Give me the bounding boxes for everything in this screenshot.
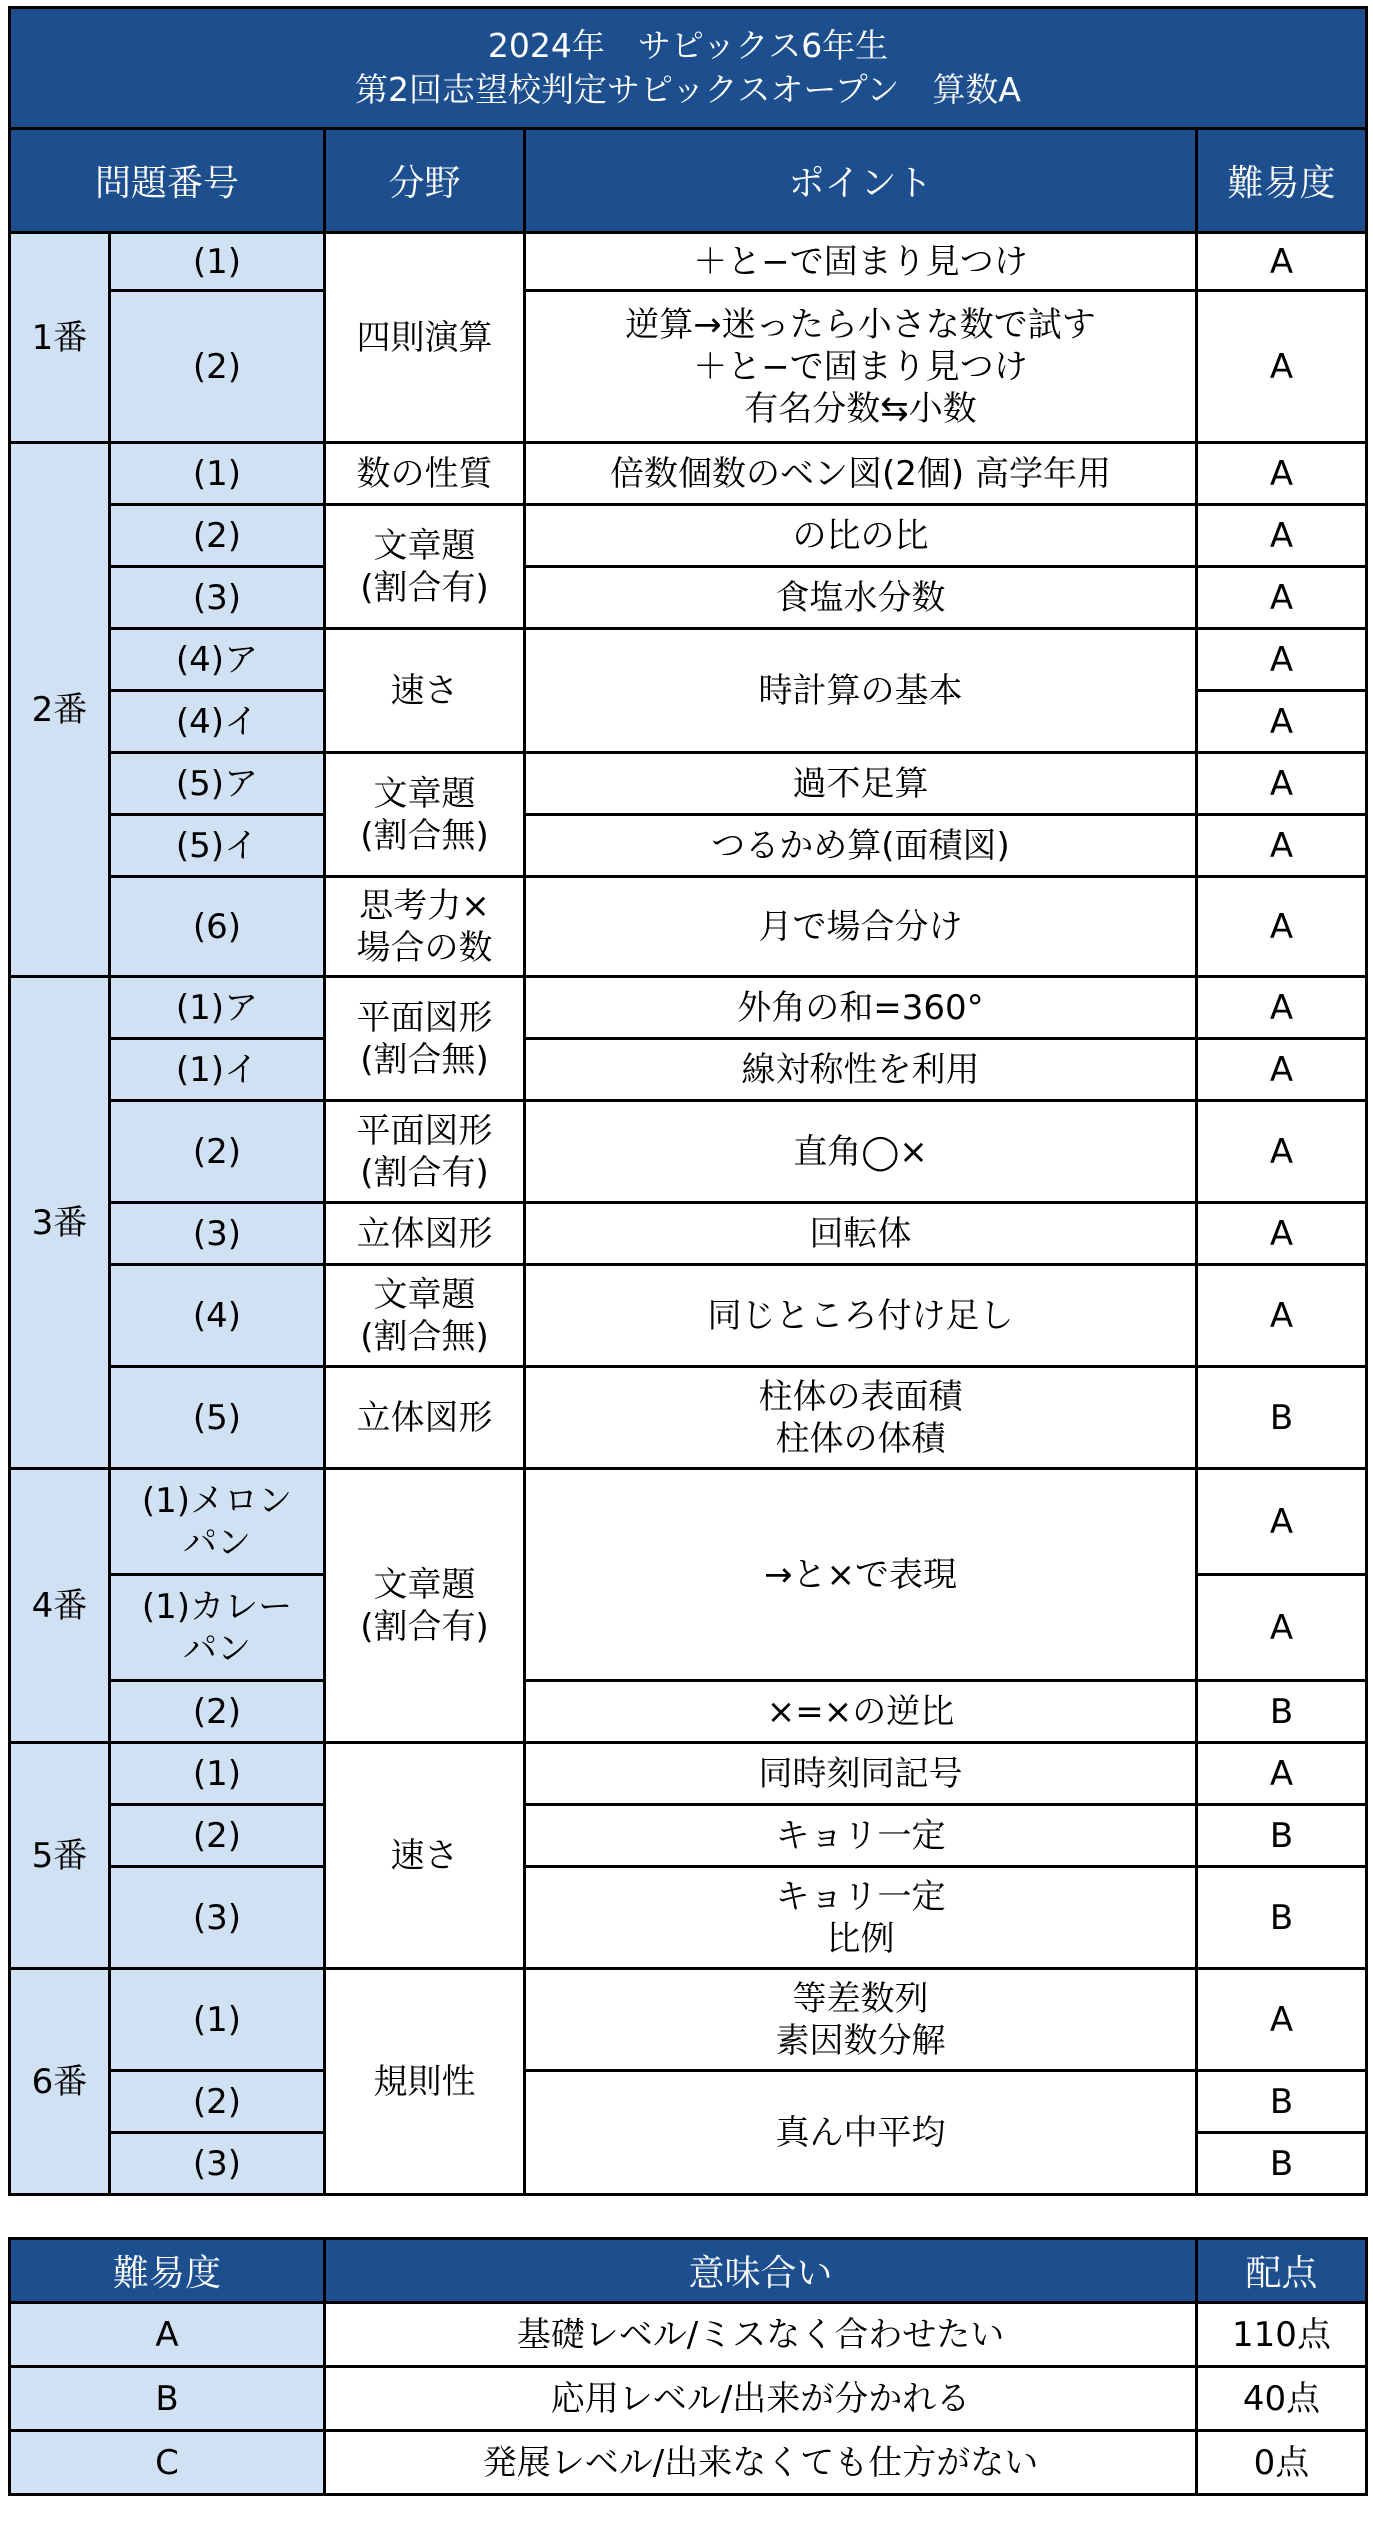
table-row: [10, 1203, 1367, 1265]
table-row: [10, 1681, 1367, 1743]
field-cell: 速さ: [325, 629, 525, 753]
question-number: (5): [110, 1367, 325, 1469]
point-cell: 真ん中平均: [525, 2071, 1197, 2195]
title-line: 2024年 サピックス6年生: [487, 26, 889, 65]
section-label: 4番: [10, 1469, 110, 1743]
difficulty-cell: A: [1197, 291, 1367, 443]
legend-header-score: 配点: [1197, 2239, 1367, 2303]
table-row: [10, 629, 1367, 691]
question-number: (3): [110, 1203, 325, 1265]
question-number: (3): [110, 1867, 325, 1969]
field-cell: 規則性: [325, 1969, 525, 2195]
table-row: [10, 443, 1367, 505]
cell-line: キョリ一定: [775, 1876, 946, 1917]
table-row: [10, 1039, 1367, 1101]
field-cell: [325, 1101, 525, 1203]
difficulty-cell: A: [1197, 1203, 1367, 1265]
point-cell: [525, 1969, 1197, 2071]
difficulty-cell: A: [1197, 1743, 1367, 1805]
legend-header-meaning: 意味合い: [325, 2239, 1197, 2303]
header-field: 分野: [325, 129, 525, 233]
field-cell: 速さ: [325, 1743, 525, 1969]
point-cell: 回転体: [525, 1203, 1197, 1265]
section-label: 2番: [10, 443, 110, 977]
legend-row: [10, 2431, 1367, 2495]
table-title: [10, 8, 1367, 129]
point-cell: キョリ一定: [525, 1805, 1197, 1867]
field-cell: 四則演算: [325, 233, 525, 443]
question-number: (4): [110, 1265, 325, 1367]
question-number: (1): [110, 1969, 325, 2071]
cell-line: 平面図形: [356, 1110, 493, 1151]
table-row: [10, 1265, 1367, 1367]
question-number: (2): [110, 1101, 325, 1203]
point-cell: つるかめ算(面積図): [525, 815, 1197, 877]
legend-score: 0点: [1197, 2431, 1367, 2495]
legend-level: B: [10, 2367, 325, 2431]
legend-meaning: 応用レベル/出来が分かれる: [325, 2367, 1197, 2431]
point-cell: 食塩水分数: [525, 567, 1197, 629]
question-number: (5)ア: [110, 753, 325, 815]
table-row: [10, 1743, 1367, 1805]
point-cell: →と×で表現: [525, 1469, 1197, 1681]
difficulty-cell: A: [1197, 233, 1367, 291]
table-row: [10, 567, 1367, 629]
point-cell: 過不足算: [525, 753, 1197, 815]
cell-line: 文章題: [373, 525, 476, 566]
cell-line: 場合の数: [356, 927, 493, 968]
question-number: (1): [110, 1743, 325, 1805]
difficulty-cell: A: [1197, 1969, 1367, 2071]
table-row: [10, 2071, 1367, 2133]
table-row: [10, 1367, 1367, 1469]
cell-line: (割合無): [360, 1316, 489, 1357]
field-cell: [325, 753, 525, 877]
cell-line: 柱体の表面積: [758, 1376, 963, 1417]
cell-line: 思考力×: [359, 885, 490, 926]
difficulty-cell: A: [1197, 567, 1367, 629]
point-cell: [525, 1867, 1197, 1969]
legend-row: [10, 2367, 1367, 2431]
section-label: 3番: [10, 977, 110, 1469]
cell-line: (割合無): [360, 1039, 489, 1080]
difficulty-cell: A: [1197, 1265, 1367, 1367]
difficulty-cell: A: [1197, 691, 1367, 753]
section-label: 5番: [10, 1743, 110, 1969]
point-cell: ×=×の逆比: [525, 1681, 1197, 1743]
table-row: [10, 877, 1367, 977]
difficulty-cell: A: [1197, 1575, 1367, 1681]
difficulty-cell: A: [1197, 977, 1367, 1039]
table-row: [10, 753, 1367, 815]
field-cell: [325, 977, 525, 1101]
legend-table: [8, 2237, 1368, 2496]
question-number: (5)イ: [110, 815, 325, 877]
cell-line: 柱体の体積: [775, 1418, 946, 1459]
table-row: [10, 505, 1367, 567]
cell-line: (割合有): [360, 567, 489, 608]
question-number: (4)ア: [110, 629, 325, 691]
question-number: (2): [110, 1805, 325, 1867]
question-number: (3): [110, 567, 325, 629]
table-row: [10, 1101, 1367, 1203]
point-cell: [525, 291, 1197, 443]
field-cell: [325, 877, 525, 977]
question-number: (1)ア: [110, 977, 325, 1039]
difficulty-cell: B: [1197, 2133, 1367, 2195]
header-difficulty: 難易度: [1197, 129, 1367, 233]
table-row: [10, 291, 1367, 443]
legend-row: [10, 2303, 1367, 2367]
field-cell: [325, 1469, 525, 1743]
title-line: 第2回志望校判定サピックスオープン 算数A: [355, 70, 1021, 109]
question-number: (1): [110, 233, 325, 291]
question-number: (1): [110, 443, 325, 505]
header-row: [10, 129, 1367, 233]
legend-header-row: [10, 2239, 1367, 2303]
field-cell: 立体図形: [325, 1203, 525, 1265]
cell-line: (割合有): [360, 1152, 489, 1193]
cell-line: 有名分数⇆小数: [744, 388, 977, 429]
cell-line: 平面図形: [356, 997, 493, 1038]
difficulty-cell: A: [1197, 1101, 1367, 1203]
difficulty-cell: A: [1197, 877, 1367, 977]
cell-line: (1)カレー: [141, 1586, 293, 1627]
point-cell: [525, 1367, 1197, 1469]
header-point: ポイント: [525, 129, 1197, 233]
point-cell: 同時刻同記号: [525, 1743, 1197, 1805]
difficulty-cell: B: [1197, 1681, 1367, 1743]
question-number: (3): [110, 2133, 325, 2195]
title-row: [10, 8, 1367, 129]
question-number: [110, 1575, 325, 1681]
question-number: (2): [110, 505, 325, 567]
difficulty-cell: A: [1197, 1469, 1367, 1575]
difficulty-cell: A: [1197, 1039, 1367, 1101]
point-cell: 倍数個数のベン図(2個) 高学年用: [525, 443, 1197, 505]
point-cell: 同じところ付け足し: [525, 1265, 1197, 1367]
cell-line: (割合無): [360, 815, 489, 856]
point-cell: ＋と−で固まり見つけ: [525, 233, 1197, 291]
header-number: 問題番号: [10, 129, 325, 233]
cell-line: (割合有): [360, 1606, 489, 1647]
cell-line: ＋と−で固まり見つけ: [693, 346, 1028, 387]
table-row: [10, 1867, 1367, 1969]
cell-line: 素因数分解: [775, 2020, 946, 2061]
table-row: [10, 233, 1367, 291]
cell-line: 文章題: [373, 1564, 476, 1605]
legend-header-difficulty: 難易度: [10, 2239, 325, 2303]
question-number: (2): [110, 2071, 325, 2133]
table-row: [10, 977, 1367, 1039]
cell-line: 比例: [826, 1918, 895, 1959]
question-number: (2): [110, 1681, 325, 1743]
point-cell: 月で場合分け: [525, 877, 1197, 977]
difficulty-cell: B: [1197, 1805, 1367, 1867]
question-number: (2): [110, 291, 325, 443]
section-label: 6番: [10, 1969, 110, 2195]
question-number: (1)イ: [110, 1039, 325, 1101]
legend-meaning: 発展レベル/出来なくても仕方がない: [325, 2431, 1197, 2495]
cell-line: 文章題: [373, 773, 476, 814]
table-row: [10, 1469, 1367, 1575]
table-row: [10, 1969, 1367, 2071]
table-row: [10, 1805, 1367, 1867]
point-cell: 直角◯×: [525, 1101, 1197, 1203]
cell-line: (1)メロン: [141, 1480, 293, 1521]
legend-score: 110点: [1197, 2303, 1367, 2367]
table-row: [10, 815, 1367, 877]
difficulty-cell: A: [1197, 753, 1367, 815]
legend-meaning: 基礎レベル/ミスなく合わせたい: [325, 2303, 1197, 2367]
question-number: [110, 1469, 325, 1575]
difficulty-cell: A: [1197, 505, 1367, 567]
field-cell: [325, 505, 525, 629]
difficulty-cell: A: [1197, 815, 1367, 877]
question-number: (4)イ: [110, 691, 325, 753]
field-cell: 立体図形: [325, 1367, 525, 1469]
difficulty-cell: B: [1197, 1367, 1367, 1469]
difficulty-table: [8, 6, 1368, 2196]
point-cell: 時計算の基本: [525, 629, 1197, 753]
field-cell: 数の性質: [325, 443, 525, 505]
cell-line: パン: [183, 1522, 251, 1563]
point-cell: 外角の和=360°: [525, 977, 1197, 1039]
cell-line: 逆算→迷ったら小さな数で試す: [625, 304, 1096, 345]
cell-line: パン: [183, 1628, 251, 1669]
section-label: 1番: [10, 233, 110, 443]
cell-line: 文章題: [373, 1274, 476, 1315]
point-cell: の比の比: [525, 505, 1197, 567]
cell-line: 等差数列: [792, 1978, 929, 2019]
difficulty-cell: A: [1197, 629, 1367, 691]
difficulty-cell: B: [1197, 2071, 1367, 2133]
difficulty-cell: B: [1197, 1867, 1367, 1969]
point-cell: 線対称性を利用: [525, 1039, 1197, 1101]
field-cell: [325, 1265, 525, 1367]
legend-level: A: [10, 2303, 325, 2367]
question-number: (6): [110, 877, 325, 977]
legend-level: C: [10, 2431, 325, 2495]
difficulty-cell: A: [1197, 443, 1367, 505]
legend-score: 40点: [1197, 2367, 1367, 2431]
